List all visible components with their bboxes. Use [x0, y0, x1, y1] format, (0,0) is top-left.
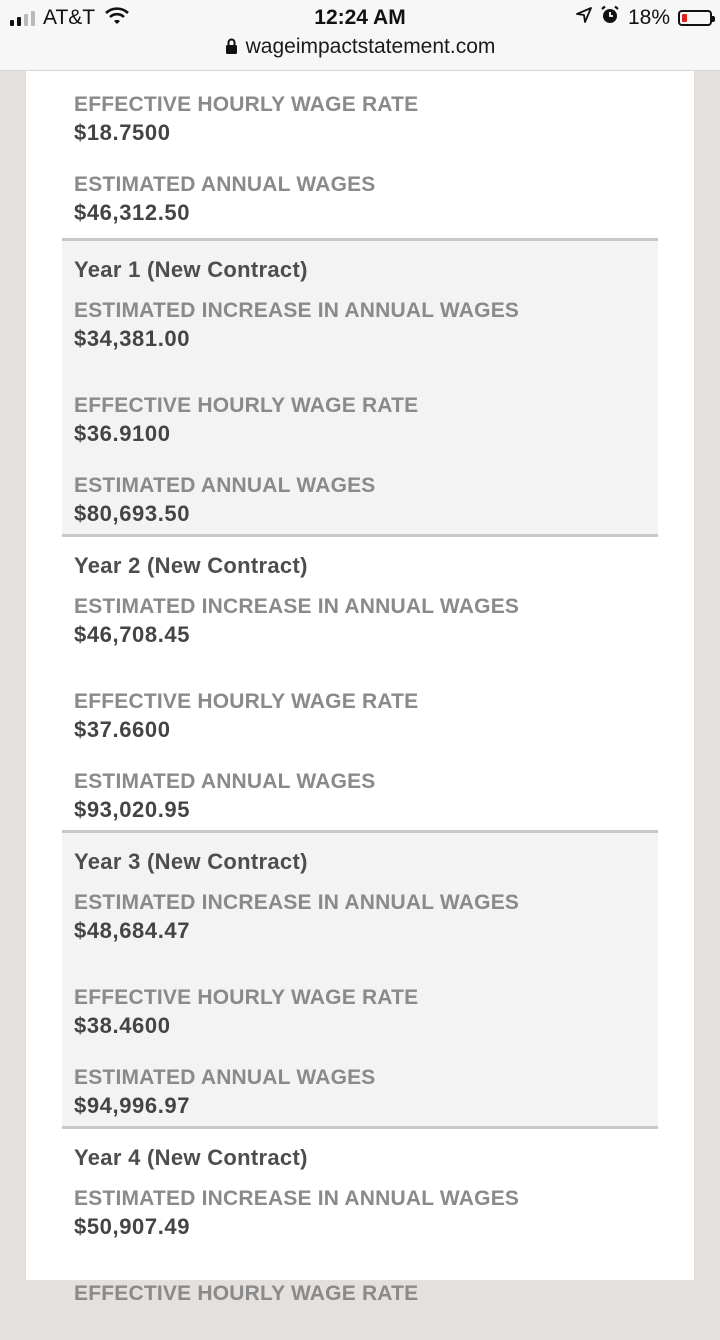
wage-statement-page [26, 71, 694, 1305]
increase-field [74, 292, 646, 372]
field-label: ESTIMATED INCREASE IN ANNUAL WAGES [74, 299, 520, 322]
field-value: $50,907.49 [74, 1214, 191, 1239]
year-title: Year 4 (New Contract) [74, 1145, 308, 1170]
url-text: wageimpactstatement.com [245, 35, 496, 58]
year-title: Year 1 (New Contract) [74, 257, 308, 282]
ios-status-bar [0, 0, 720, 71]
location-arrow-icon [576, 7, 592, 28]
hourly-rate-field [74, 71, 646, 151]
field-label: ESTIMATED INCREASE IN ANNUAL WAGES [74, 891, 520, 914]
annual-wages-field [74, 748, 646, 828]
field-value: $93,020.95 [74, 797, 191, 822]
year-title: Year 3 (New Contract) [74, 849, 308, 874]
carrier-name: AT&T [43, 6, 96, 29]
annual-wages-field [74, 1044, 646, 1124]
year-1-section [62, 238, 658, 534]
battery-icon [678, 10, 712, 26]
field-label: EFFECTIVE HOURLY WAGE RATE [74, 394, 419, 417]
field-value: $80,693.50 [74, 501, 191, 526]
battery-percentage: 18% [627, 5, 670, 29]
field-label: EFFECTIVE HOURLY WAGE RATE [74, 93, 419, 116]
field-value: $48,684.47 [74, 918, 191, 943]
increase-field [74, 588, 646, 668]
address-bar[interactable] [0, 35, 720, 61]
field-label: EFFECTIVE HOURLY WAGE RATE [74, 1282, 419, 1305]
status-time: 12:24 AM [314, 6, 406, 29]
field-label: ESTIMATED INCREASE IN ANNUAL WAGES [74, 595, 520, 618]
increase-field [74, 884, 646, 964]
field-value: $46,312.50 [74, 200, 191, 225]
field-value: $18.7500 [74, 120, 171, 145]
alarm-clock-icon [600, 5, 620, 30]
year-2-section [62, 534, 658, 830]
field-value: $94,996.97 [74, 1093, 191, 1118]
hourly-rate-field [74, 964, 646, 1044]
field-label: EFFECTIVE HOURLY WAGE RATE [74, 986, 419, 1009]
lock-icon [225, 37, 238, 61]
year-3-section [62, 830, 658, 1126]
field-label: ESTIMATED INCREASE IN ANNUAL WAGES [74, 1187, 520, 1210]
field-label: ESTIMATED ANNUAL WAGES [74, 770, 376, 793]
current-wage-section [62, 71, 658, 238]
year-title: Year 2 (New Contract) [74, 553, 308, 578]
year-4-section [62, 1126, 658, 1326]
field-value: $34,381.00 [74, 326, 191, 351]
hourly-rate-field [74, 668, 646, 748]
hourly-rate-field [74, 1260, 646, 1340]
field-label: ESTIMATED ANNUAL WAGES [74, 1066, 376, 1089]
status-right-group [576, 5, 712, 30]
field-label: ESTIMATED ANNUAL WAGES [74, 173, 376, 196]
annual-wages-field [74, 151, 646, 238]
field-value: $36.9100 [74, 421, 171, 446]
increase-field [74, 1180, 646, 1260]
hourly-rate-field [74, 372, 646, 452]
field-label: ESTIMATED ANNUAL WAGES [74, 474, 376, 497]
field-value: $37.6600 [74, 717, 171, 742]
field-value: $46,708.45 [74, 622, 191, 647]
field-label: EFFECTIVE HOURLY WAGE RATE [74, 690, 419, 713]
field-value: $38.4600 [74, 1013, 171, 1038]
annual-wages-field [74, 452, 646, 532]
